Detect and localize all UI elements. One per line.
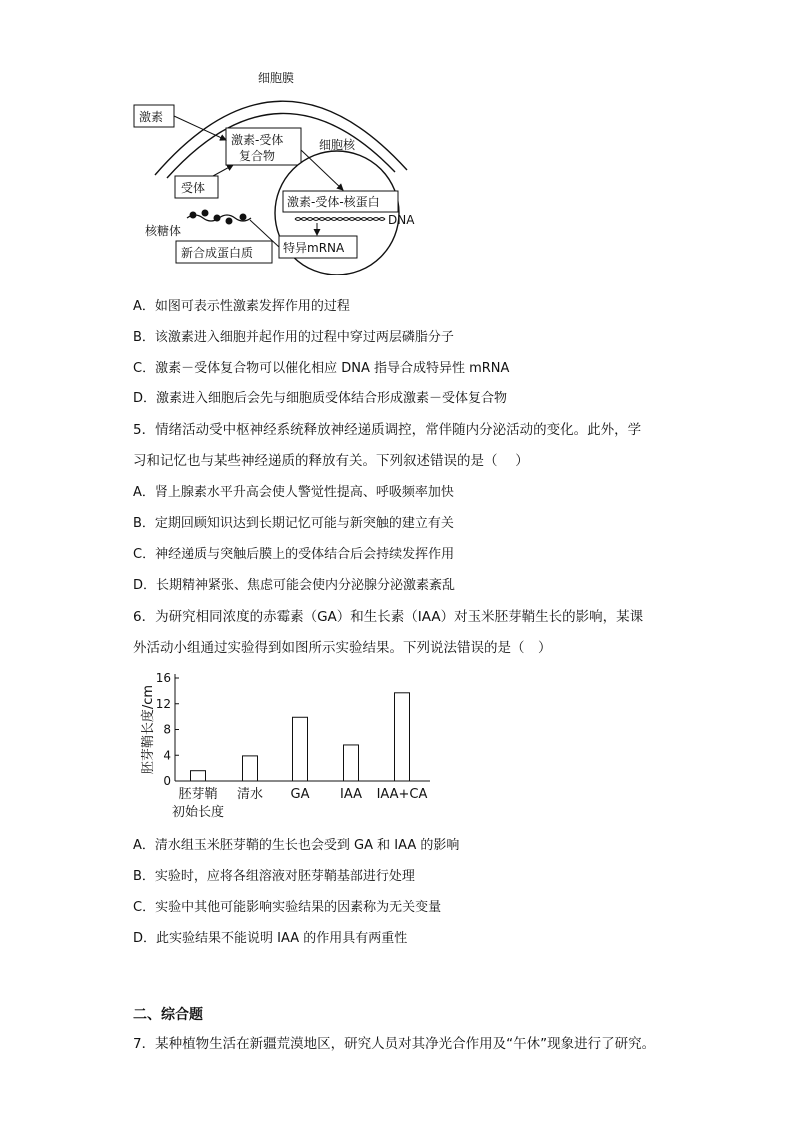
ribosome-dot [226,218,233,225]
hormone-diagram [125,60,425,275]
nucleus-label: 细胞核 [319,138,356,152]
ribosome-dot [202,210,209,217]
ribosome-label: 核糖体 [145,224,182,238]
q5-option-a: A．肾上腺素水平升高会使人警觉性提高、呼吸频率加快 [133,485,454,500]
q7-stem: 7．某种植物生活在新疆荒漠地区，研究人员对其净光合作用及“午休”现象进行了研究。 [133,1036,656,1052]
ribosome-dot [190,212,197,219]
hormone-label: 激素 [139,110,164,124]
x-tick-label: 胚芽鞘 [178,787,218,802]
q5-stem-line1: 5．情绪活动受中枢神经系统释放神经递质调控，常伴随内分泌活动的变化。此外，学 [133,422,642,438]
q4-option-c: C．激素－受体复合物可以催化相应 DNA 指导合成特异性 mRNA [133,361,510,376]
new-protein-label: 新合成蛋白质 [181,246,254,260]
y-axis-label [140,685,156,774]
q5-option-b: B．定期回顾知识达到长期记忆可能与新突触的建立有关 [133,516,454,531]
x-tick-label: GA [290,787,310,802]
bar-1 [243,756,258,781]
q6-option-a: A．清水组玉米胚芽鞘的生长也会受到 GA 和 IAA 的影响 [133,838,460,853]
cell-membrane-label: 细胞膜 [258,71,295,85]
bar-4 [395,693,410,781]
receptor-label: 受体 [181,181,206,195]
x-tick-label: 清水 [236,787,264,802]
x-tick-label: IAA [340,787,362,802]
section-heading: 二、综合题 [133,1007,203,1023]
complex-label-line1: 激素-受体 [231,133,284,147]
ribosome-dot [214,215,221,222]
q5-stem-line2: 习和记忆也与某些神经递质的释放有关。下列叙述错误的是（ ） [133,453,529,469]
arrow-receptor-to-complex [213,165,233,176]
y-tick-label: 0 [163,774,171,788]
q6-stem-line1: 6．为研究相同浓度的赤霉素（GA）和生长素（IAA）对玉米胚芽鞘生长的影响，某课 [133,609,644,625]
q5-option-d: D．长期精神紧张、焦虑可能会使内分泌腺分泌激素紊乱 [133,578,456,593]
q5-option-c: C．神经递质与突触后膜上的受体结合后会持续发挥作用 [133,547,455,562]
x-tick-label: 初始长度 [171,805,225,820]
bar-chart [130,668,450,828]
specific-mrna-label: 特异mRNA [283,241,345,255]
q4-option-a: A．如图可表示性激素发挥作用的过程 [133,299,350,314]
nuclear-complex-label: 激素-受体-核蛋白 [287,195,380,209]
q4-option-d: D．激素进入细胞后会先与细胞质受体结合形成激素－受体复合物 [133,391,508,406]
y-tick-label: 4 [163,748,171,763]
bar-2 [293,717,308,781]
q6-option-b: B．实验时，应将各组溶液对胚芽鞘基部进行处理 [133,869,415,884]
ribosome-dot [240,214,247,221]
dna-label: DNA [388,213,415,227]
y-axis-label-text: 胚芽鞘长度/cm [141,684,156,775]
x-tick-label: IAA+CA [376,787,428,802]
q6-option-c: C．实验中其他可能影响实验结果的因素称为无关变量 [133,900,442,915]
q6-option-d: D．此实验结果不能说明 IAA 的作用具有两重性 [133,931,408,946]
y-tick-label: 16 [155,671,171,685]
y-tick-label: 8 [163,722,171,737]
y-tick-label: 12 [155,696,171,711]
q4-option-b: B．该激素进入细胞并起作用的过程中穿过两层磷脂分子 [133,330,454,345]
complex-label-line2: 复合物 [239,149,276,163]
q6-stem-line2: 外活动小组通过实验得到如图所示实验结果。下列说法错误的是（ ） [133,640,552,656]
bar-3 [344,745,359,781]
bar-0 [191,771,206,781]
